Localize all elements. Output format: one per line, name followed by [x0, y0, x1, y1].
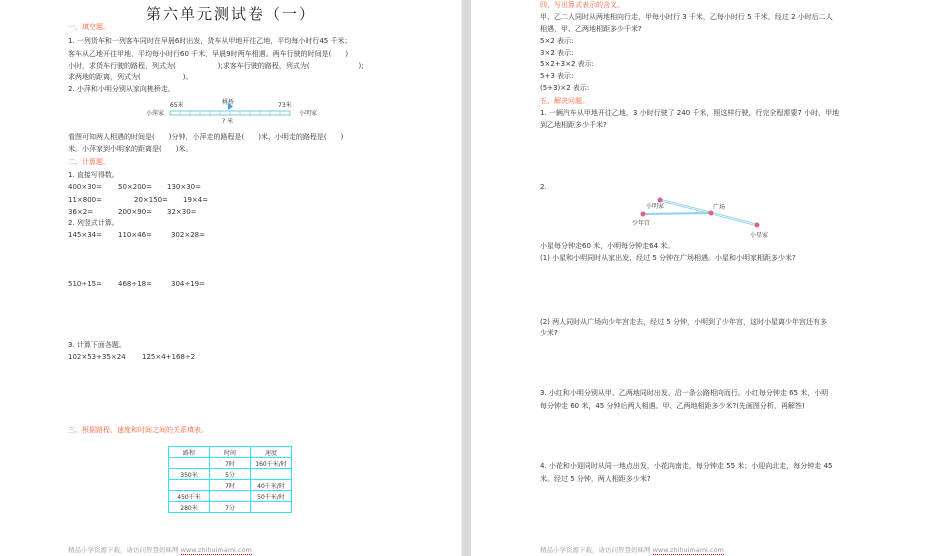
point-youth-palace — [641, 212, 646, 217]
right-home-label: 小明家 — [299, 110, 318, 117]
right-distance: 73米 — [278, 102, 292, 109]
table-cell: 7时 — [210, 480, 251, 491]
map-label: 广场 — [713, 204, 726, 211]
left-distance: 65米 — [170, 102, 184, 109]
table-header: 路程 — [169, 447, 210, 458]
table-cell: 450千米 — [169, 491, 210, 502]
footer-text: 精品小学资源下载，请访问智慧妈咪网 — [68, 546, 179, 554]
meaning-item: 5+3 表示: — [540, 72, 574, 80]
problem-number: 2. — [540, 183, 547, 191]
vertical-problem: 510÷15= — [68, 280, 102, 288]
table-row — [169, 491, 292, 502]
table-cell — [251, 469, 292, 480]
table-row — [169, 469, 292, 480]
left-home-label: 小萍家 — [146, 110, 165, 117]
relation-table — [168, 446, 292, 513]
problem-text: 少米? — [540, 329, 558, 337]
right-page — [471, 0, 932, 556]
problem-text: 小星每分钟走60 米，小明每分钟走64 米。 — [540, 242, 675, 250]
footer — [540, 545, 724, 554]
footer-text: 精品小学资源下载，请访问智慧妈咪网 — [540, 546, 651, 554]
table-cell: 5分 — [210, 469, 251, 480]
map-label: 小星家 — [750, 232, 769, 239]
meaning-item: 3×2 表示: — [540, 49, 574, 57]
point-xiaoxing-home — [755, 223, 760, 228]
vertical-problem: 468÷18= — [118, 280, 152, 288]
mixed-problem: 102×53+35×24 — [68, 353, 126, 361]
vertical-problem: 110×46= — [118, 231, 152, 239]
direct-problem: 20×150= — [134, 196, 168, 204]
direct-problem: 19×4= — [183, 196, 209, 204]
table-row — [169, 458, 292, 469]
q1-line: 客车从乙地开往甲地，平均每小时行60 千米，早晨9时两车相遇。两车行驶的时间是( ) — [68, 50, 349, 58]
direct-problem: 400×30= — [68, 183, 102, 191]
route-map — [631, 190, 771, 235]
table-cell: 160千米/时 — [251, 458, 292, 469]
problem-text: 甲、乙二人同时从两地相向行走，甲每小时行 3 千米，乙每小时行 5 千米，经过 2 小时后二人 — [540, 13, 833, 21]
vertical-problem: 145×34= — [68, 231, 102, 239]
meaning-item: (5+3)×2 表示: — [540, 84, 590, 92]
meaning-item: 5×2 表示: — [540, 37, 574, 45]
table-header: 速度 — [251, 447, 292, 458]
section-calc: 二、计算题。 — [68, 158, 110, 166]
table-cell: 280米 — [169, 502, 210, 513]
meaning-item: 5×2+3×2 表示: — [540, 60, 594, 68]
table-cell: 40千米/时 — [251, 480, 292, 491]
q2-text: 看图可知两人相遇的时间是( )分钟，小萍走的路程是( )米，小明走的路程是( ) — [68, 133, 344, 141]
map-label: 小明家 — [646, 203, 665, 210]
direct-problem: 11×800= — [68, 196, 102, 204]
direct-problem: 130×30= — [167, 183, 201, 191]
footer-link[interactable]: www.zhihuimami.com — [180, 546, 252, 554]
problem-text: 到乙地相距多少千米? — [540, 121, 607, 129]
table-cell — [169, 458, 210, 469]
direct-problem: 36×2= — [68, 208, 94, 216]
direct-problem: 200×90= — [118, 208, 152, 216]
direct-problem: 32×30= — [167, 208, 197, 216]
table-cell: 7时 — [210, 458, 251, 469]
table-cell: 50千米/时 — [251, 491, 292, 502]
problem-text: (2) 两人同时从广场向少年宫走去，经过 5 分钟，小明到了少年宫，这时小星离少年宫还有多 — [540, 318, 828, 326]
total-distance: ? 米 — [222, 118, 234, 125]
table-row — [169, 480, 292, 491]
direct-problem: 50×200= — [118, 183, 152, 191]
section-fill-blank: 一、填空题。 — [68, 23, 110, 31]
page-title: 第六单元测试卷（一） — [146, 5, 317, 23]
calc3-title: 3. 计算下面各题。 — [68, 341, 126, 349]
problem-text: 米。经过 5 分钟，两人相距多少米? — [540, 475, 651, 483]
calc1-title: 1. 直接写得数。 — [68, 171, 119, 179]
q2-text: 米。小萍家到小明家的距离是( )米。 — [68, 145, 193, 153]
table-cell — [210, 491, 251, 502]
q1-line: 小时，求货车行驶的路程，列式为( );求客车行驶的路程，列式为( ); — [68, 62, 364, 70]
table-row — [169, 502, 292, 513]
problem-text: (1) 小星和小明同时从家出发，经过 5 分钟在广场相遇。小星和小明家相距多少米? — [540, 254, 796, 262]
footer — [68, 545, 252, 554]
problem-text: 3. 小红和小明分别从甲、乙两地同时出发，沿一条公路相向而行。小红每分钟走 65 米，小明 — [540, 389, 829, 397]
problem-text: 相遇，甲、乙两地相距多少千米? — [540, 25, 642, 33]
table-cell: 7分 — [210, 502, 251, 513]
problem-text: 每分钟走 60 米，45 分钟后两人相遇。甲、乙两地相距多少米?(先画图分析，再解答) — [540, 402, 805, 410]
calc2-title: 2. 列竖式计算。 — [68, 219, 119, 227]
table-cell — [169, 480, 210, 491]
bridge-label: 桃桥 — [222, 99, 235, 106]
map-label: 少年宫 — [632, 220, 651, 227]
table-cell: 350米 — [169, 469, 210, 480]
q2-title: 2. 小萍和小明分别从家向桃桥走。 — [68, 85, 175, 93]
mixed-problem: 125×4+168÷2 — [142, 353, 196, 361]
vertical-problem: 304÷19= — [171, 280, 205, 288]
problem-text: 1. 一辆汽车从甲地开往乙地，3 小时行驶了 240 千米，照这样行驶，行完全程需要7 小时，甲地 — [540, 109, 840, 117]
left-page — [0, 0, 461, 556]
q1-line: 求两地的距离，列式为( )。 — [68, 73, 193, 81]
section-solve: 五、解决问题。 — [540, 97, 589, 105]
table-cell — [251, 502, 292, 513]
q1-line: 1. 一列货车和一列客车同时在早晨6时出发，货车从甲地开往乙地，平均每小时行45 千米； — [68, 37, 352, 45]
section-meaning: 四、写出算式表示的含义。 — [540, 1, 624, 9]
vertical-problem: 302×28= — [171, 231, 205, 239]
problem-text: 4. 小花和小迎同时从同一地点出发，小花向南走，每分钟走 55 米；小迎向北走，每分钟走 45 — [540, 462, 833, 470]
footer-link[interactable]: www.zhihuimami.com — [652, 546, 724, 554]
section-table: 三、根据路程、速度和时间之间的关系填表。 — [68, 426, 208, 434]
page-gap — [461, 0, 471, 556]
table-header: 时间 — [210, 447, 251, 458]
